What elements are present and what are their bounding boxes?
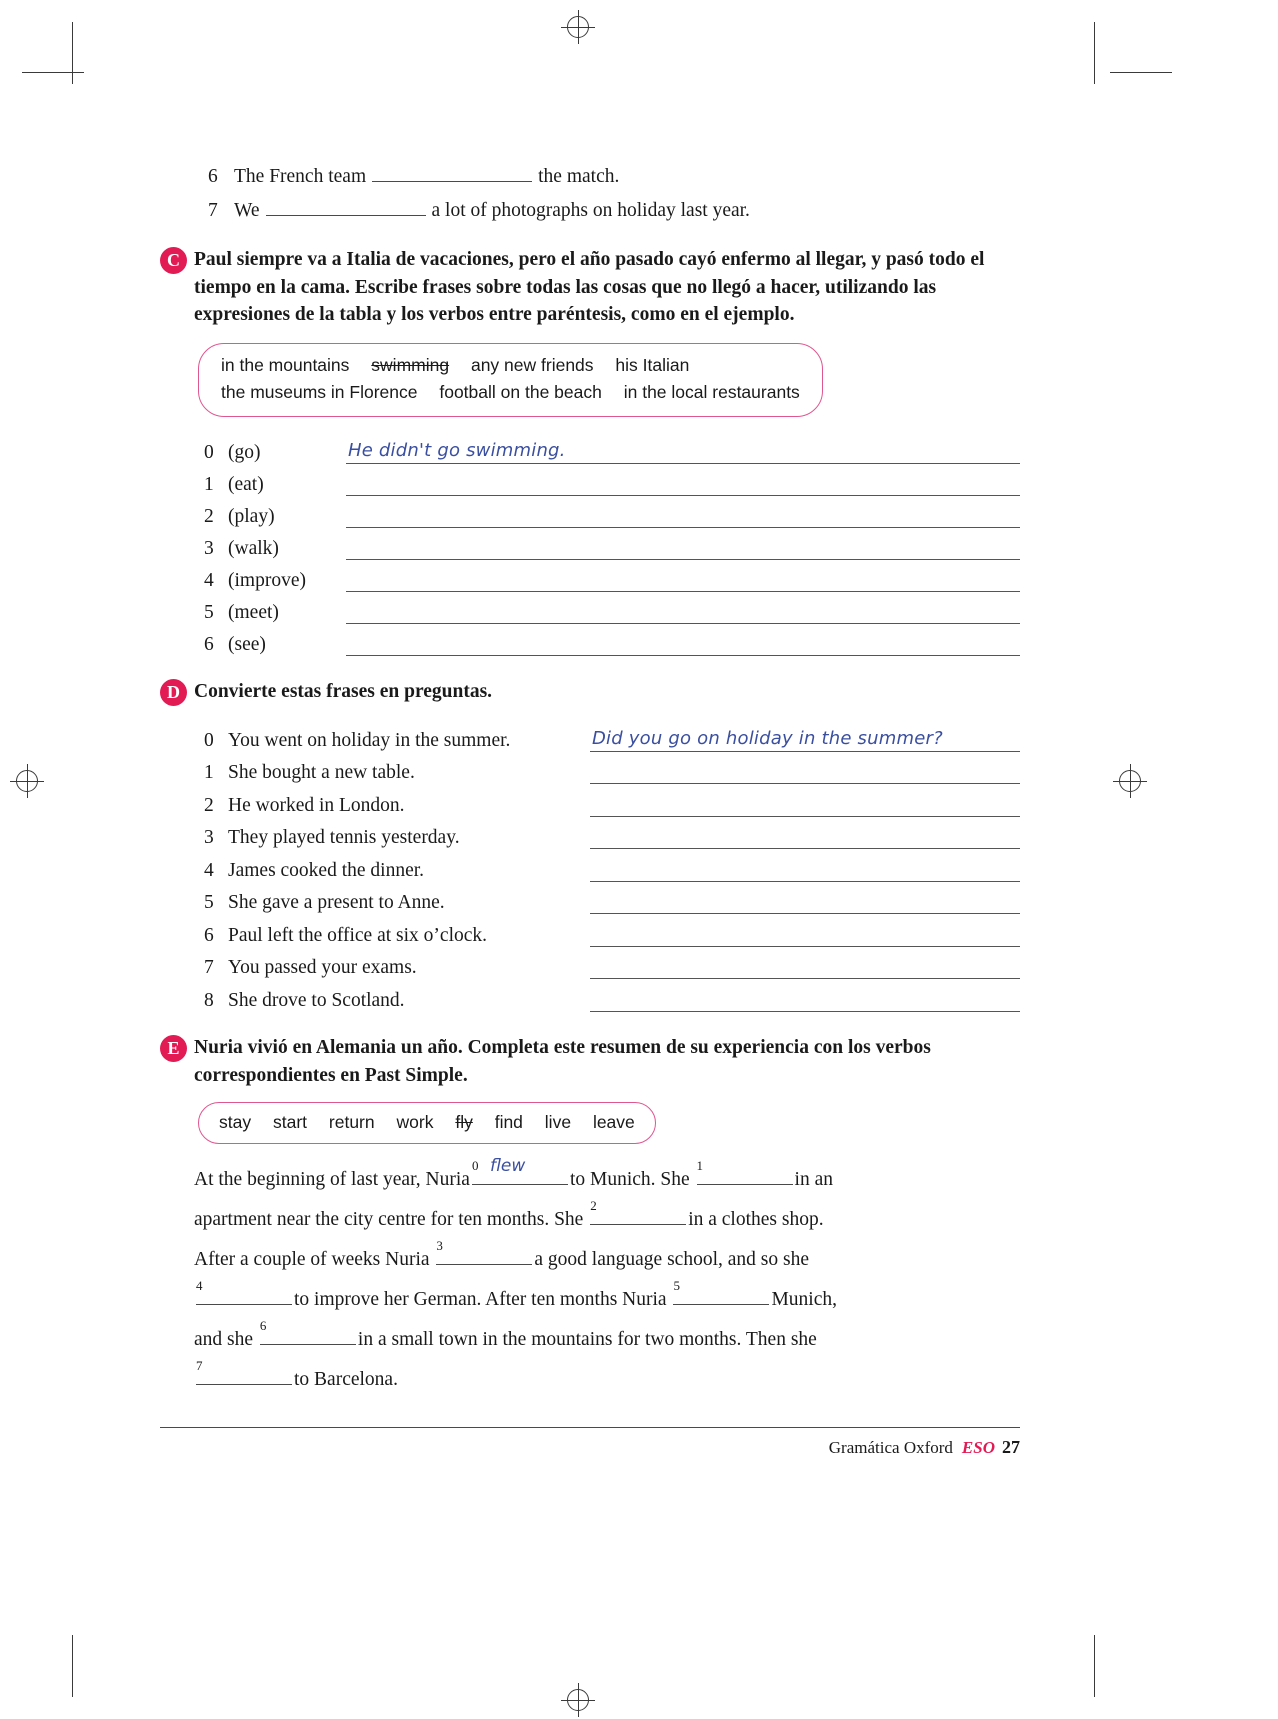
gap-number: 3 <box>436 1237 443 1253</box>
gap-7[interactable] <box>196 1357 292 1386</box>
answer-line[interactable] <box>590 794 1020 817</box>
crop-mark-top-right-horizontal <box>1110 72 1172 73</box>
wordbank-item[interactable]: football on the beach <box>439 382 602 403</box>
answer-row <box>204 528 1020 560</box>
carryover-list <box>160 160 1020 227</box>
verb-prompt: (walk) <box>228 538 279 560</box>
registration-mark-bottom <box>561 1683 595 1717</box>
question-row <box>204 914 1020 947</box>
gap-6[interactable] <box>259 1317 356 1346</box>
answer-line[interactable] <box>590 956 1020 979</box>
statement-text: You went on holiday in the summer. <box>228 729 511 751</box>
gap-number: 7 <box>196 1357 203 1373</box>
wordbank-item-used[interactable]: fly <box>455 1112 473 1133</box>
wordbank-item[interactable]: the museums in Florence <box>221 382 418 403</box>
handwritten-answer: He didn't go swimming. <box>348 440 566 462</box>
answer-line[interactable] <box>346 633 1020 656</box>
exercise-c-instruction: Paul siempre va a Italia de vacaciones, pero el año pasado cayó enfermo al llegar, y pasó todo el tiempo en la cama. Escribe frases sobre todas las cosas que no llegó a hacer, utilizando las expresiones de la tabla y los verbos entre paréntesis, como en el ejemplo. <box>194 249 985 326</box>
crop-mark-bottom-right-vertical <box>1094 1635 1095 1697</box>
gap-5[interactable] <box>673 1277 769 1306</box>
wordbank-line-2 <box>221 379 800 406</box>
answer-line[interactable] <box>346 473 1020 496</box>
paragraph-text: a good language school, and so she <box>534 1249 809 1271</box>
answer-line[interactable] <box>346 601 1020 624</box>
paragraph-text: to improve her German. After ten months Nuria <box>294 1289 667 1311</box>
crop-mark-top-left-vertical <box>72 22 73 84</box>
item-number: 7 <box>204 957 214 979</box>
item-number: 0 <box>204 729 214 751</box>
item-number: 6 <box>204 924 214 946</box>
gap-number: 6 <box>259 1317 267 1333</box>
item-number: 8 <box>204 989 214 1011</box>
paragraph-text: Munich, and she <box>194 1289 837 1351</box>
question-row <box>204 719 1020 752</box>
item-number: 2 <box>204 794 214 816</box>
question-row <box>204 752 1020 785</box>
registration-mark-left <box>10 764 44 798</box>
item-text-after: the match. <box>538 166 620 187</box>
item-text-before: The French team <box>234 166 367 187</box>
wordbank-item[interactable]: return <box>328 1112 375 1133</box>
wordbank-item-used[interactable]: swimming <box>371 355 450 376</box>
footer-series-badge: ESO <box>961 1438 995 1457</box>
wordbank-item[interactable]: his Italian <box>615 355 690 376</box>
paragraph-text: in an apartment near the city centre for ten months. She <box>194 1169 833 1231</box>
footer-title: Gramática Oxford <box>828 1438 953 1457</box>
item-number: 1 <box>204 762 214 784</box>
answer-line[interactable] <box>590 859 1020 882</box>
statement-text: You passed your exams. <box>228 957 417 979</box>
answer-row <box>204 496 1020 528</box>
answer-blank[interactable] <box>266 200 426 216</box>
answer-line[interactable] <box>346 569 1020 592</box>
statement-text: James cooked the dinner. <box>228 859 425 881</box>
question-row <box>204 979 1020 1012</box>
crop-mark-top-left-horizontal <box>22 72 84 73</box>
verb-prompt: (improve) <box>228 570 306 592</box>
answer-line[interactable] <box>346 441 1020 464</box>
exercise-e-paragraph <box>160 1155 860 1400</box>
exercise-d-list <box>160 719 1020 1012</box>
gap-1[interactable] <box>696 1157 793 1186</box>
exercise-letter-d: D <box>160 679 187 706</box>
crop-mark-top-right-vertical <box>1094 22 1095 84</box>
exercise-d-instruction: Convierte estas frases en preguntas. <box>194 681 493 703</box>
answer-line[interactable] <box>346 537 1020 560</box>
wordbank-line-1 <box>221 352 800 379</box>
item-number: 5 <box>204 602 214 624</box>
gap-3[interactable] <box>436 1237 532 1266</box>
item-number: 6 <box>204 634 214 656</box>
handwritten-answer: Did you go on holiday in the summer? <box>592 727 943 749</box>
gap-number: 2 <box>590 1197 597 1213</box>
page-footer <box>160 1437 1020 1458</box>
answer-line[interactable] <box>346 505 1020 528</box>
answer-line[interactable] <box>590 924 1020 947</box>
question-row <box>204 947 1020 980</box>
verb-prompt: (meet) <box>228 602 279 624</box>
item-number: 3 <box>204 827 214 849</box>
wordbank-item[interactable]: in the mountains <box>221 355 350 376</box>
registration-mark-top <box>561 10 595 44</box>
paragraph-text: in a clothes shop. After a couple of weeks Nuria <box>194 1209 824 1271</box>
exercise-letter-e: E <box>160 1035 187 1062</box>
exercise-c-wordbank <box>198 343 823 417</box>
statement-text: He worked in London. <box>228 794 405 816</box>
verb-prompt: (eat) <box>228 474 264 496</box>
verb-prompt: (see) <box>228 634 266 656</box>
gap-0[interactable] <box>471 1155 568 1186</box>
verb-prompt: (play) <box>228 506 275 528</box>
registration-mark-right <box>1113 764 1147 798</box>
statement-text: Paul left the office at six o’clock. <box>228 924 488 946</box>
paragraph-text: to Munich. She <box>569 1169 690 1191</box>
item-text-before: We <box>234 199 260 221</box>
item-number: 3 <box>204 538 214 560</box>
item-number: 4 <box>204 570 214 592</box>
paragraph-text: in a small town in the mountains for two months. Then she <box>357 1329 817 1351</box>
statement-text: They played tennis yesterday. <box>228 827 460 849</box>
item-number: 4 <box>204 859 214 881</box>
statement-text: She drove to Scotland. <box>228 989 405 1011</box>
paragraph-text: At the beginning of last year, Nuria <box>194 1169 470 1191</box>
wordbank-item[interactable]: live <box>544 1112 572 1133</box>
handwritten-answer: flew <box>489 1155 526 1176</box>
answer-row <box>204 464 1020 496</box>
wordbank-item[interactable]: stay <box>219 1112 252 1133</box>
item-number: 5 <box>204 892 214 914</box>
carryover-item-6 <box>160 160 1020 194</box>
exercise-e-instruction: Nuria vivió en Alemania un año. Completa este resumen de su experiencia con los verbos correspondientes en Past Simple. <box>194 1036 931 1086</box>
carryover-item-7 <box>160 194 1020 228</box>
answer-line[interactable] <box>590 761 1020 784</box>
gap-number: 1 <box>696 1157 704 1173</box>
wordbank-item[interactable]: find <box>494 1112 523 1133</box>
gap-number: 4 <box>196 1277 203 1293</box>
answer-blank[interactable] <box>372 166 532 182</box>
wordbank-item[interactable]: in the local restaurants <box>623 382 800 403</box>
gap-2[interactable] <box>590 1197 686 1226</box>
question-row <box>204 882 1020 915</box>
gap-number: 5 <box>673 1277 680 1293</box>
question-row <box>204 817 1020 850</box>
answer-row <box>204 624 1020 656</box>
item-number: 0 <box>204 442 214 464</box>
answer-line[interactable] <box>590 891 1020 914</box>
answer-row <box>204 592 1020 624</box>
exercise-c-answers <box>160 432 1020 656</box>
crop-mark-bottom-left-vertical <box>72 1635 73 1697</box>
page-number: 27 <box>1002 1437 1020 1457</box>
answer-line[interactable] <box>590 729 1020 752</box>
wordbank-item[interactable]: work <box>396 1112 434 1133</box>
wordbank-item[interactable]: leave <box>592 1112 635 1133</box>
gap-number: 0 <box>471 1157 479 1173</box>
paragraph-text: to Barcelona. <box>294 1369 398 1391</box>
gap-4[interactable] <box>196 1277 292 1306</box>
question-row <box>204 784 1020 817</box>
exercise-c-header <box>160 246 1020 329</box>
exercise-e-wordbank <box>198 1102 656 1144</box>
exercise-letter-c: C <box>160 247 187 274</box>
verb-prompt: (go) <box>228 442 261 464</box>
item-text-after: a lot of photographs on holiday last year. <box>431 199 750 221</box>
exercise-d-header <box>160 678 1020 706</box>
question-row <box>204 849 1020 882</box>
statement-text: She bought a new table. <box>228 762 415 784</box>
footer-divider <box>160 1427 1020 1428</box>
wordbank-item[interactable]: any new friends <box>470 355 594 376</box>
answer-line[interactable] <box>590 826 1020 849</box>
answer-line[interactable] <box>590 989 1020 1012</box>
wordbank-item[interactable]: start <box>272 1112 308 1133</box>
item-number: 1 <box>204 474 214 496</box>
item-number: 2 <box>204 506 214 528</box>
answer-row <box>204 432 1020 464</box>
item-number: 7 <box>208 199 218 221</box>
statement-text: She gave a present to Anne. <box>228 892 445 914</box>
answer-row <box>204 560 1020 592</box>
item-number: 6 <box>208 166 218 187</box>
exercise-e-header <box>160 1034 1020 1089</box>
